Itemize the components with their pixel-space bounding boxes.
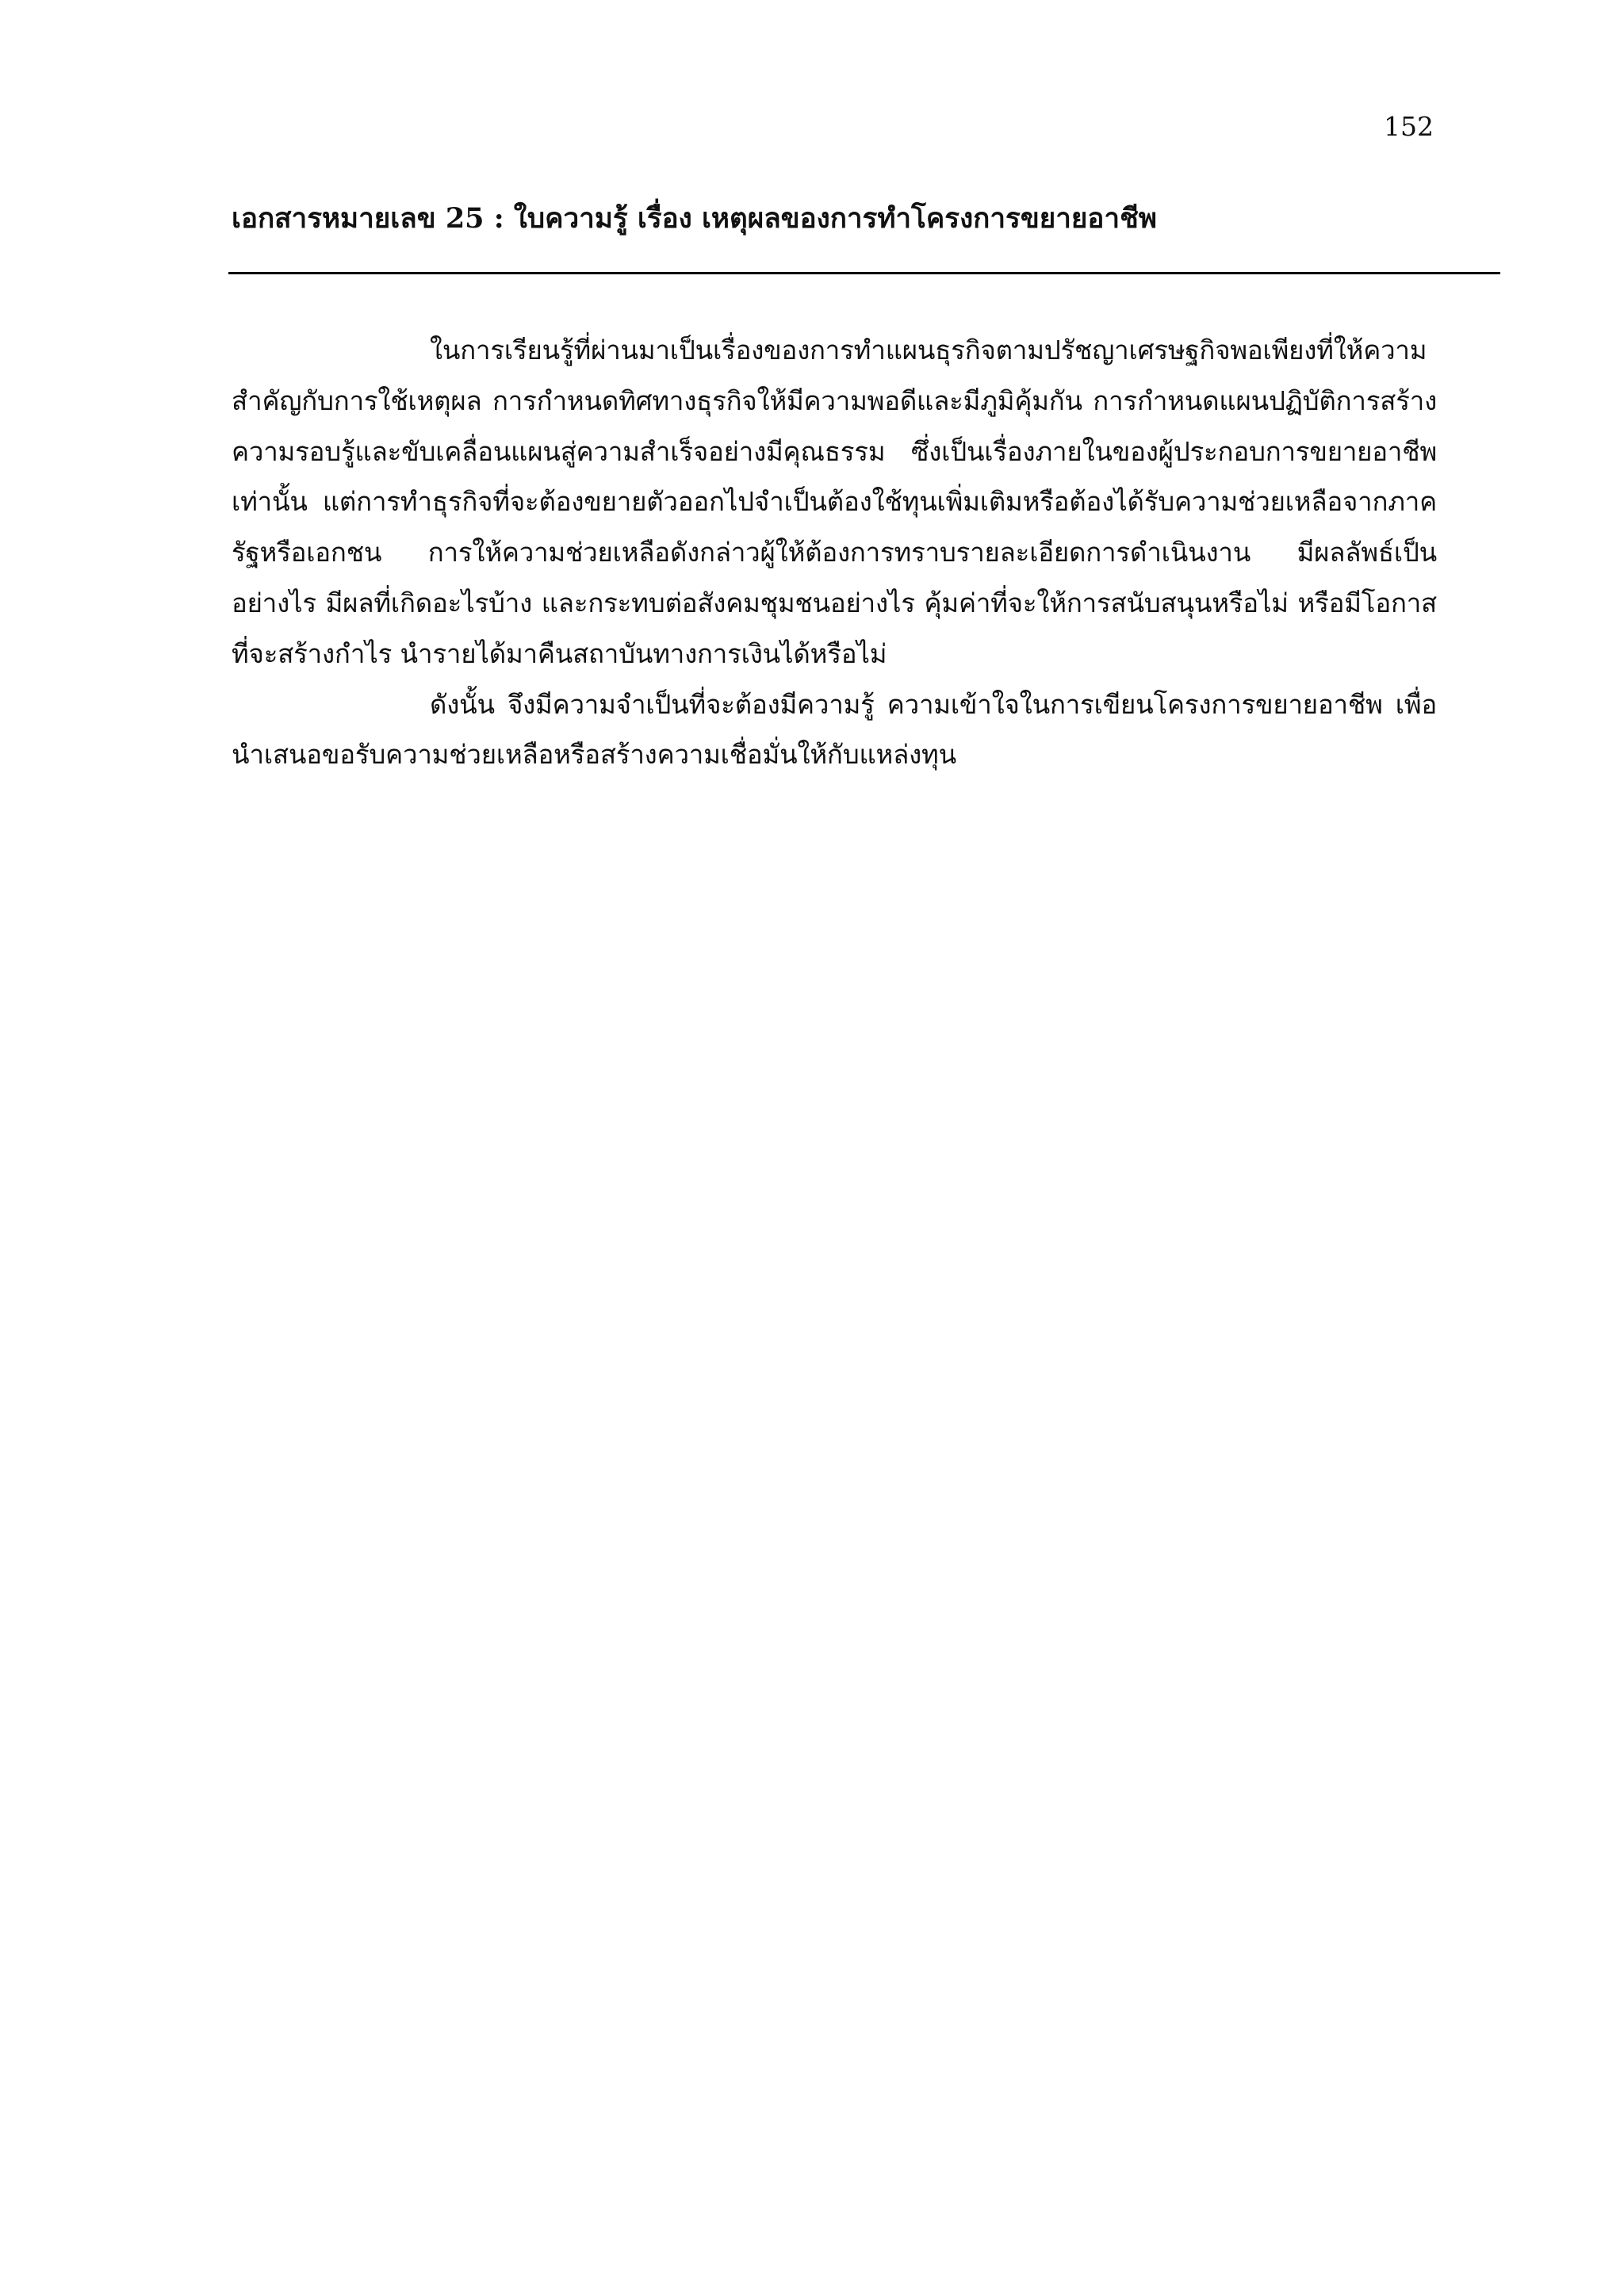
document-title: เอกสารหมายเลข 25 : ใบความรู้ เรื่อง เหตุผลของการทำโครงการขยายอาชีพ — [232, 202, 1157, 235]
paragraph-intro: ในการเรียนรู้ที่ผ่านมาเป็นเรื่องของการทำแผนธุรกิจตามปรัชญาเศรษฐกิจพอเพียงที่ให้ความสำคัญกับการใช้เหตุผล การกำหนดทิศทางธุรกิจให้มีความพอดีและมีภูมิคุ้มกัน การกำหนดแผนปฏิบัติการสร้างความรอบรู้และขับเคลื่อนแผนสู่ความสำเร็จอย่างมีคุณธรรม ซึ่งเป็นเรื่องภายในของผู้ประกอบการขยายอาชีพเท่านั้น แต่การทำธุรกิจที่จะต้องขยายตัวออกไปจำเป็นต้องใช้ทุนเพิ่มเติมหรือต้องได้รับความช่วยเหลือจากภาครัฐหรือเอกชน การให้ความช่วยเหลือดังกล่าวผู้ให้ต้องการทราบรายละเอียดการดำเนินงาน มีผลลัพธ์เป็นอย่างไร มีผลที่เกิดอะไรบ้าง และกระทบต่อสังคมชุมชนอย่างไร คุ้มค่าที่จะให้การสนับสนุนหรือไม่ หรือมีโอกาสที่จะสร้างกำไร นำรายได้มาคืนสถาบันทางการเงินได้หรือไม่ — [232, 335, 1437, 669]
document-body — [232, 325, 1437, 780]
page-number: 152 — [1384, 111, 1434, 142]
paragraph-conclusion: ดังนั้น จึงมีความจำเป็นที่จะต้องมีความรู้ ความเข้าใจในการเขียนโครงการขยายอาชีพ เพื่อนำเสนอขอรับความช่วยเหลือหรือสร้างความเชื่อมั่นให้กับแหล่งทุน — [232, 688, 1437, 771]
title-underline-rule — [228, 272, 1500, 274]
